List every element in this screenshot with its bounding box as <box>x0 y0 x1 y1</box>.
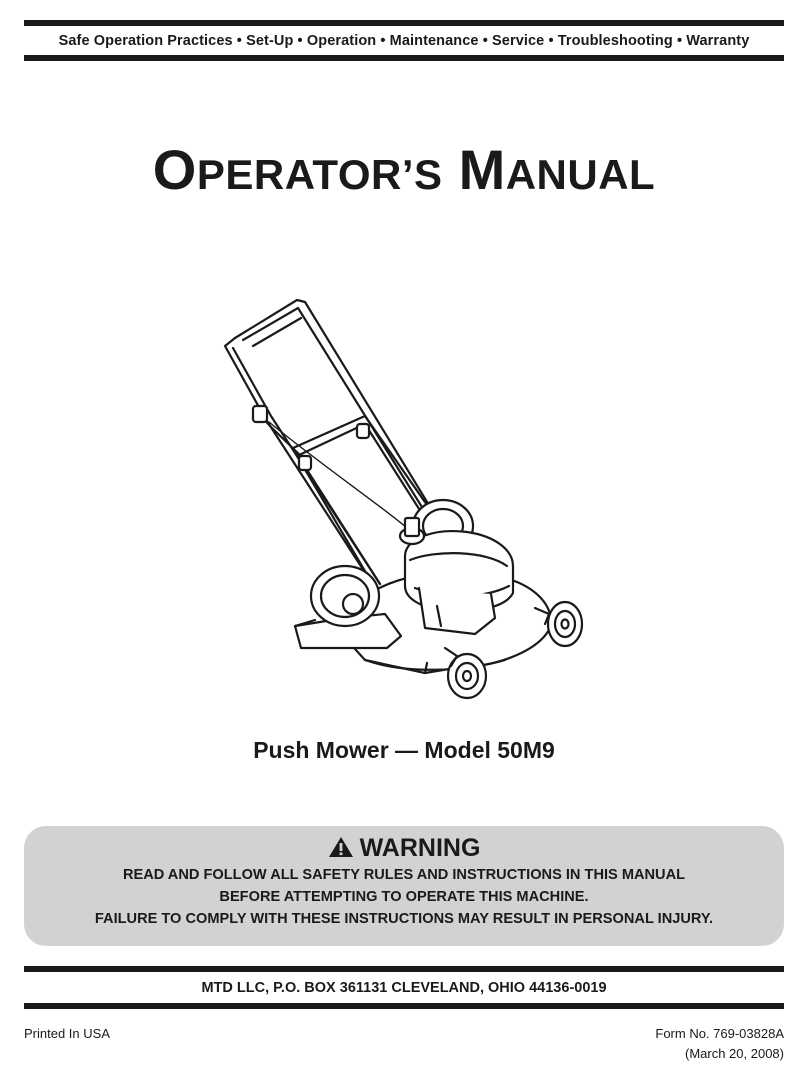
product-subtitle: Push Mower — Model 50M9 <box>253 737 555 763</box>
warning-heading <box>24 832 784 864</box>
warning-heading-text: WARNING <box>359 834 481 862</box>
form-number: Form No. 769-03828A <box>655 1026 784 1041</box>
bottom-rule <box>24 966 784 972</box>
title-rest-perator: PERATOR <box>196 151 402 198</box>
warning-line-2: BEFORE ATTEMPTING TO OPERATE THIS MACHINE. <box>219 889 589 905</box>
title-cap-m: M <box>458 138 506 201</box>
title-rest-anual: ANUAL <box>505 151 656 198</box>
title-possessive: ’S <box>401 151 443 198</box>
form-number-block <box>655 1024 784 1064</box>
bottom-rule-lower <box>24 1003 784 1009</box>
section-nav-line: Safe Operation Practices • Set-Up • Operation • Maintenance • Service • Troubleshooting • Warranty <box>58 33 750 49</box>
push-mower-illustration <box>205 288 595 708</box>
warning-line-3: FAILURE TO COMPLY WITH THESE INSTRUCTIONS MAY RESULT IN PERSONAL INJURY. <box>94 911 714 927</box>
page-title <box>0 130 808 215</box>
company-address: MTD LLC, P.O. BOX 361131 CLEVELAND, OHIO 44136-0019 <box>201 980 607 996</box>
top-rule-lower <box>24 55 784 61</box>
form-date: (March 20, 2008) <box>685 1046 784 1061</box>
title-cap-o: O <box>152 138 197 201</box>
warning-box <box>24 826 784 946</box>
warning-line-1: READ AND FOLLOW ALL SAFETY RULES AND INSTRUCTIONS IN THIS MANUAL <box>122 867 686 883</box>
printed-in-label: Printed In USA <box>24 1026 110 1041</box>
warning-triangle-icon <box>328 836 354 858</box>
top-rule <box>24 20 784 26</box>
